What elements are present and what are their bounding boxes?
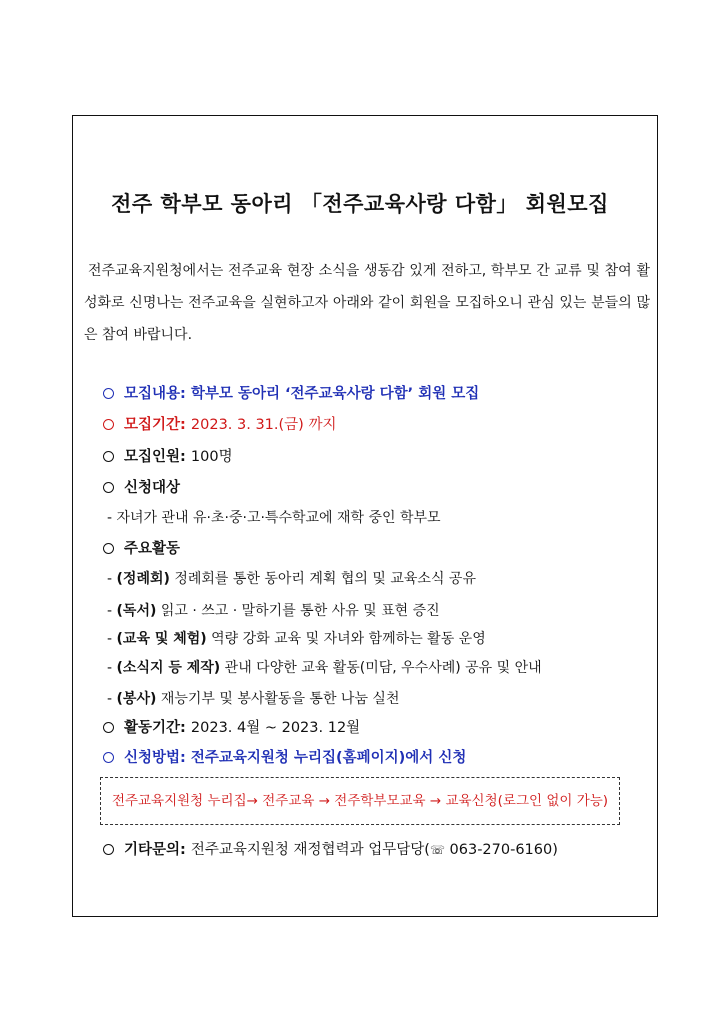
- activity-text: 관내 다양한 교육 활동(미담, 우수사례) 공유 및 안내: [224, 660, 542, 676]
- item-content-value: 학부모 동아리 ‘전주교육사랑 다함’ 회원 모집: [190, 386, 480, 402]
- phone-icon: ☏: [429, 843, 445, 857]
- item-activity-period: [103, 716, 360, 737]
- activity-item: - (교육 및 체험) 역량 강화 교육 및 자녀와 함께하는 활동 운영: [107, 631, 486, 647]
- activity-tag: (독서): [116, 603, 157, 619]
- item-activities-label: 주요활동: [124, 541, 181, 557]
- apply-path-text: 전주교육지원청 누리집→ 전주교육 → 전주학부모교육 → 교육신청(로그인 없이 가능): [111, 793, 609, 809]
- item-count-label: 모집인원:: [124, 449, 186, 465]
- circle-bullet-icon: [103, 722, 114, 733]
- item-apply-method-value: 전주교육지원청 누리집(홈페이지)에서 신청: [190, 750, 467, 766]
- item-period: [103, 413, 336, 434]
- intro-paragraph: [84, 255, 650, 351]
- activity-item: - (소식지 등 제작) 관내 다양한 교육 활동(미담, 우수사례) 공유 및 안내: [107, 660, 542, 676]
- item-inquiry-value: 전주교육지원청 재정협력과 업무담당(: [190, 842, 430, 858]
- item-inquiry-phone: 063-270-6160): [444, 842, 558, 858]
- item-inquiry: [103, 838, 558, 859]
- activity-item: - (봉사) 재능기부 및 봉사활동을 통한 나눔 실천: [107, 691, 400, 707]
- page-title: 전주 학부모 동아리 「전주교육사랑 다함」 회원모집: [111, 192, 609, 216]
- item-target: [103, 476, 180, 497]
- circle-bullet-icon: [103, 543, 114, 554]
- activity-tag: (소식지 등 제작): [116, 660, 221, 676]
- activity-tag: (정례회): [116, 571, 170, 587]
- item-period-label: 모집기간:: [124, 417, 186, 433]
- circle-bullet-icon: [103, 752, 114, 763]
- intro-text: 전주교육지원청에서는 전주교육 현장 소식을 생동감 있게 전하고, 학부모 간 교류 및 참여 활성화로 신명나는 전주교육을 실현하고자 아래와 같이 회원을 모집하오니 관심 있는 분들의 많은 참여 바랍니다.: [84, 263, 650, 343]
- item-content-label: 모집내용:: [124, 386, 186, 402]
- activity-item: - (정례회) 정례회를 통한 동아리 계획 협의 및 교육소식 공유: [107, 571, 476, 587]
- apply-path-box: [100, 777, 620, 825]
- item-count: [103, 445, 233, 466]
- activity-tag: (교육 및 체험): [116, 631, 207, 647]
- item-apply-method: [103, 746, 466, 767]
- item-period-value: 2023. 3. 31.(금) 까지: [190, 417, 337, 433]
- item-content: [103, 382, 479, 403]
- item-activities: [103, 537, 180, 558]
- activity-tag: (봉사): [116, 691, 157, 707]
- circle-bullet-icon: [103, 482, 114, 493]
- circle-bullet-icon: [103, 451, 114, 462]
- item-count-value: 100명: [190, 449, 233, 465]
- circle-bullet-icon: [103, 844, 114, 855]
- item-inquiry-label: 기타문의:: [124, 842, 186, 858]
- activity-item: - (독서) 읽고 · 쓰고 · 말하기를 통한 사유 및 표현 증진: [107, 603, 440, 619]
- item-activity-period-value: 2023. 4월 ~ 2023. 12월: [190, 720, 361, 736]
- item-apply-method-label: 신청방법:: [124, 750, 186, 766]
- activity-text: 재능기부 및 봉사활동을 통한 나눔 실천: [160, 691, 400, 707]
- activity-text: 정례회를 통한 동아리 계획 협의 및 교육소식 공유: [174, 571, 476, 587]
- circle-bullet-icon: [103, 419, 114, 430]
- item-activity-period-label: 활동기간:: [124, 720, 186, 736]
- item-target-label: 신청대상: [124, 480, 181, 496]
- activity-text: 역량 강화 교육 및 자녀와 함께하는 활동 운영: [211, 631, 486, 647]
- circle-bullet-icon: [103, 388, 114, 399]
- activity-text: 읽고 · 쓰고 · 말하기를 통한 사유 및 표현 증진: [160, 603, 440, 619]
- item-target-detail: - 자녀가 관내 유·초·중·고·특수학교에 재학 중인 학부모: [107, 510, 441, 526]
